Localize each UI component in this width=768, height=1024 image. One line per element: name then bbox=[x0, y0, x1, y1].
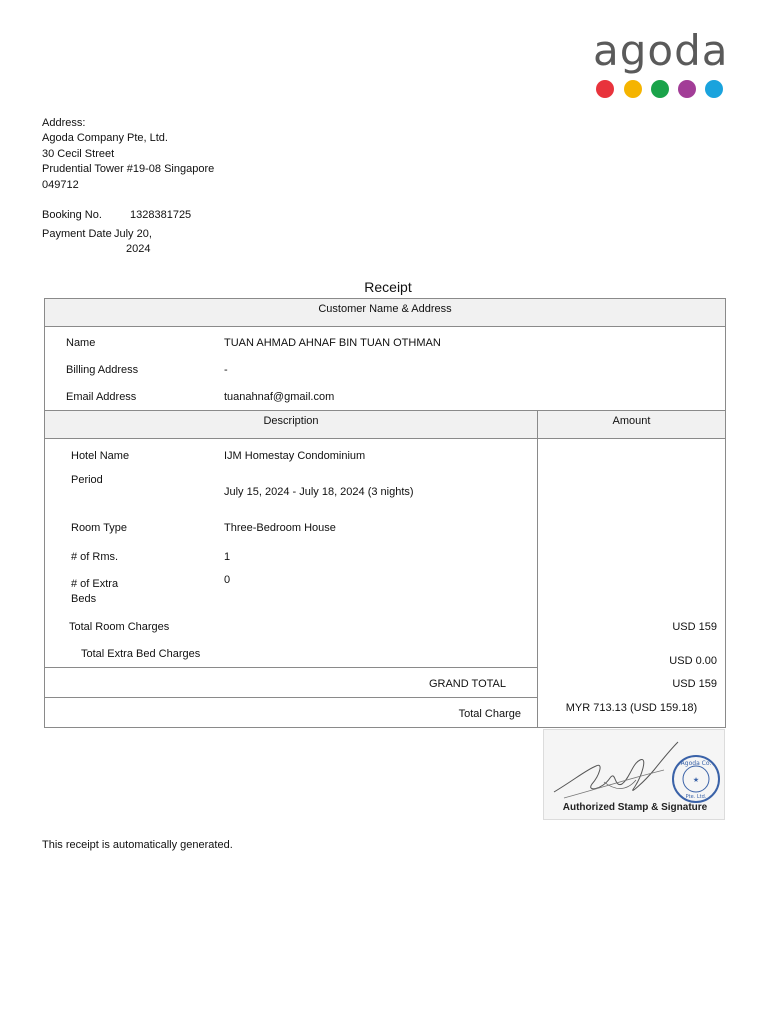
company-seal-icon bbox=[670, 753, 722, 805]
room-type-label: Room Type bbox=[71, 522, 128, 534]
email-value: tuanahnaf@gmail.com bbox=[224, 391, 335, 403]
total-charge-divider bbox=[44, 697, 538, 698]
booking-label: Booking No. bbox=[42, 209, 102, 221]
email-label: Email Address bbox=[66, 391, 137, 403]
hotel-name-label: Hotel Name bbox=[71, 450, 130, 462]
stamp-signature-box bbox=[543, 729, 725, 820]
table-border-left bbox=[44, 298, 45, 728]
extra-beds-label-line-1: # of Extra bbox=[71, 578, 119, 590]
description-header-divider bbox=[44, 438, 726, 439]
room-type-value: Three-Bedroom House bbox=[224, 522, 336, 534]
amount-header: Amount bbox=[612, 415, 651, 427]
description-header: Description bbox=[263, 415, 319, 427]
grand-total-value: USD 159 bbox=[672, 678, 717, 690]
total-room-charges-label: Total Room Charges bbox=[69, 621, 170, 633]
payment-label: Payment Date bbox=[42, 228, 112, 240]
stamp-caption: Authorized Stamp & Signature bbox=[562, 802, 708, 813]
hotel-name-value: IJM Homestay Condominium bbox=[224, 450, 366, 462]
address-line-2: 30 Cecil Street bbox=[42, 148, 115, 160]
logo-dot-green bbox=[651, 80, 669, 98]
rooms-label: # of Rms. bbox=[71, 551, 119, 563]
address-line-4: 049712 bbox=[42, 179, 79, 191]
total-extra-bed-value: USD 0.00 bbox=[669, 655, 717, 667]
total-extra-bed-label: Total Extra Bed Charges bbox=[81, 648, 201, 660]
amount-column-divider bbox=[537, 410, 538, 728]
table-border-top bbox=[44, 298, 726, 299]
extra-beds-label-line-2: Beds bbox=[71, 593, 97, 605]
booking-value: 1328381725 bbox=[130, 209, 192, 221]
name-label: Name bbox=[66, 337, 96, 349]
customer-header-divider bbox=[44, 326, 726, 327]
payment-value-line-2: 2024 bbox=[126, 243, 151, 255]
extra-beds-value: 0 bbox=[224, 574, 231, 586]
address-line-1: Agoda Company Pte, Ltd. bbox=[42, 132, 168, 144]
svg-text:Pte. Ltd.: Pte. Ltd. bbox=[685, 794, 707, 800]
billing-address-label: Billing Address bbox=[66, 364, 139, 376]
agoda-logo: agoda bbox=[593, 26, 729, 75]
payment-value-line-1: July 20, bbox=[114, 228, 152, 240]
receipt-title: Receipt bbox=[364, 279, 412, 295]
svg-text:Agoda Co.: Agoda Co. bbox=[680, 760, 712, 767]
address-label: Address: bbox=[42, 117, 86, 129]
address-line-3: Prudential Tower #19-08 Singapore bbox=[42, 163, 215, 175]
total-charge-label: Total Charge bbox=[458, 708, 521, 720]
billing-address-value: - bbox=[224, 364, 228, 376]
total-room-charges-value: USD 159 bbox=[672, 621, 717, 633]
period-value: July 15, 2024 - July 18, 2024 (3 nights) bbox=[224, 486, 414, 498]
logo-dot-blue bbox=[705, 80, 723, 98]
footer-note: This receipt is automatically generated. bbox=[42, 839, 233, 851]
description-section-top bbox=[44, 410, 726, 411]
logo-dot-yellow bbox=[624, 80, 642, 98]
grand-total-divider bbox=[44, 667, 538, 668]
period-label: Period bbox=[71, 474, 103, 486]
table-border-bottom bbox=[44, 727, 726, 728]
svg-text:★: ★ bbox=[692, 776, 700, 784]
logo-dot-purple bbox=[678, 80, 696, 98]
total-charge-value: MYR 713.13 (USD 159.18) bbox=[565, 702, 698, 714]
customer-header: Customer Name & Address bbox=[318, 303, 452, 315]
rooms-value: 1 bbox=[224, 551, 231, 563]
name-value: TUAN AHMAD AHNAF BIN TUAN OTHMAN bbox=[224, 337, 441, 349]
table-border-right bbox=[725, 298, 726, 728]
grand-total-label: GRAND TOTAL bbox=[428, 678, 506, 690]
logo-dot-red bbox=[596, 80, 614, 98]
